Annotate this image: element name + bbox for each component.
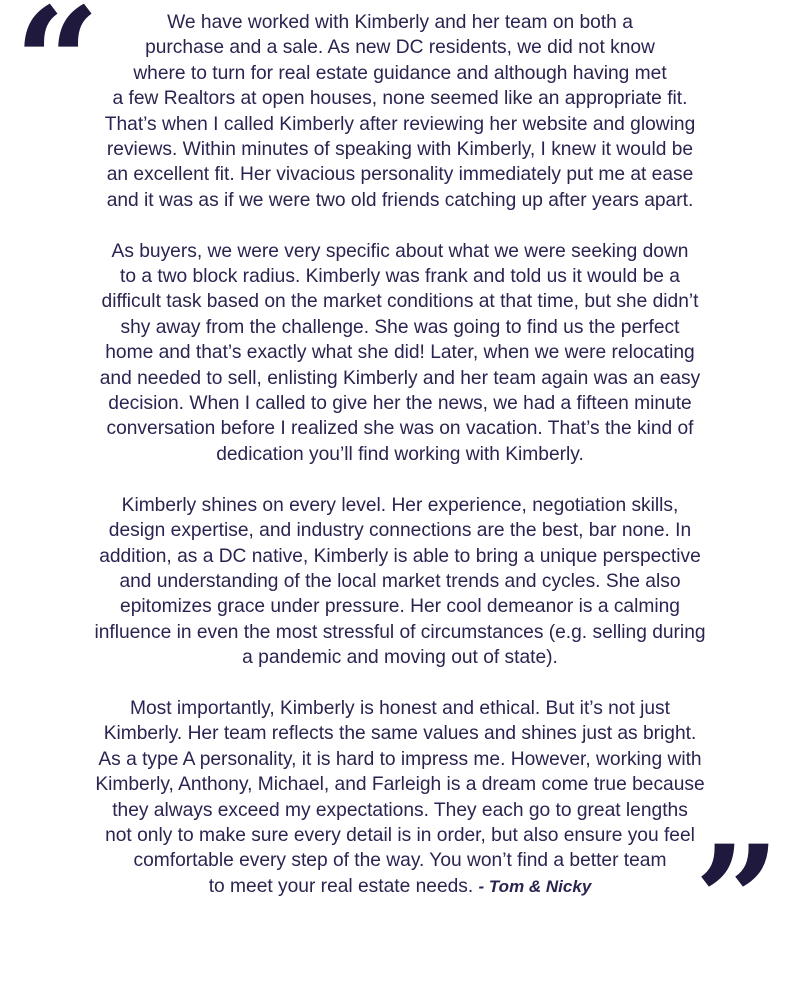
text-line: an excellent fit. Her vivacious personality immediately put me at ease [106, 164, 694, 186]
signature: - Tom & Nicky [478, 876, 592, 896]
testimonial-text [18, 10, 782, 925]
text-line: Kimberly, Anthony, Michael, and Farleigh is a dream come true because [95, 774, 705, 796]
text-line: not only to make sure every detail is in order, but also ensure you feel [105, 824, 695, 846]
text-line: Kimberly shines on every level. Her experience, negotiation skills, [121, 494, 679, 516]
text-line: As a type A personality, it is hard to impress me. However, working with [98, 748, 702, 770]
paragraph-2 [18, 239, 782, 468]
text-line: We have worked with Kimberly and her team on both a [167, 12, 633, 33]
paragraph-4 [18, 696, 782, 899]
text-line: dedication you’ll find working with Kimberly. [216, 443, 584, 465]
text-line: decision. When I called to give her the news, we had a fifteen minute [108, 393, 692, 415]
text-line: shy away from the challenge. She was going to find us the perfect [120, 316, 680, 338]
text-line: reviews. Within minutes of speaking with Kimberly, I knew it would be [106, 139, 694, 161]
text-line: a few Realtors at open houses, none seemed like an appropriate fit. [112, 88, 688, 110]
paragraph-3 [18, 493, 782, 671]
text-line: Most importantly, Kimberly is honest and ethical. But it’s not just [130, 697, 670, 719]
text-line: they always exceed my expectations. They each go to great lengths [112, 799, 688, 821]
text-line: comfortable every step of the way. You won’t find a better team [133, 850, 667, 872]
text-line: addition, as a DC native, Kimberly is able to bring a unique perspective [99, 545, 701, 567]
text-line: a pandemic and moving out of state). [242, 647, 558, 669]
text-line: home and that’s exactly what she did! Later, when we were relocating [105, 342, 695, 364]
text-line: to meet your real estate needs. [208, 875, 479, 897]
text-line: and needed to sell, enlisting Kimberly and her team again was an easy [99, 367, 701, 389]
text-line: epitomizes grace under pressure. Her cool demeanor is a calming [120, 596, 680, 618]
text-line: conversation before I realized she was on vacation. That’s the kind of [106, 418, 694, 440]
text-line: difficult task based on the market conditions at that time, but she didn’t [101, 291, 699, 313]
open-quote-icon: “ [14, 0, 101, 151]
text-line: and it was as if we were two old friends catching up after years apart. [106, 189, 694, 211]
text-line: Kimberly. Her team reflects the same values and shines just as bright. [103, 723, 697, 745]
text-line: to a two block radius. Kimberly was frank and told us it would be a [120, 266, 680, 288]
text-line: As buyers, we were very specific about what we were seeking down [111, 240, 689, 262]
close-quote-icon: ” [694, 813, 781, 989]
text-line: design expertise, and industry connections are the best, bar none. In [108, 520, 692, 542]
text-line: influence in even the most stressful of circumstances (e.g. selling during [94, 621, 706, 643]
text-line: That’s when I called Kimberly after reviewing her website and glowing [104, 113, 696, 135]
text-line: and understanding of the local market trends and cycles. She also [119, 570, 681, 592]
last-line [18, 874, 782, 899]
text-line: purchase and a sale. As new DC residents, we did not know [145, 37, 655, 59]
paragraph-1 [18, 10, 782, 213]
text-line: where to turn for real estate guidance and although having met [133, 62, 667, 84]
